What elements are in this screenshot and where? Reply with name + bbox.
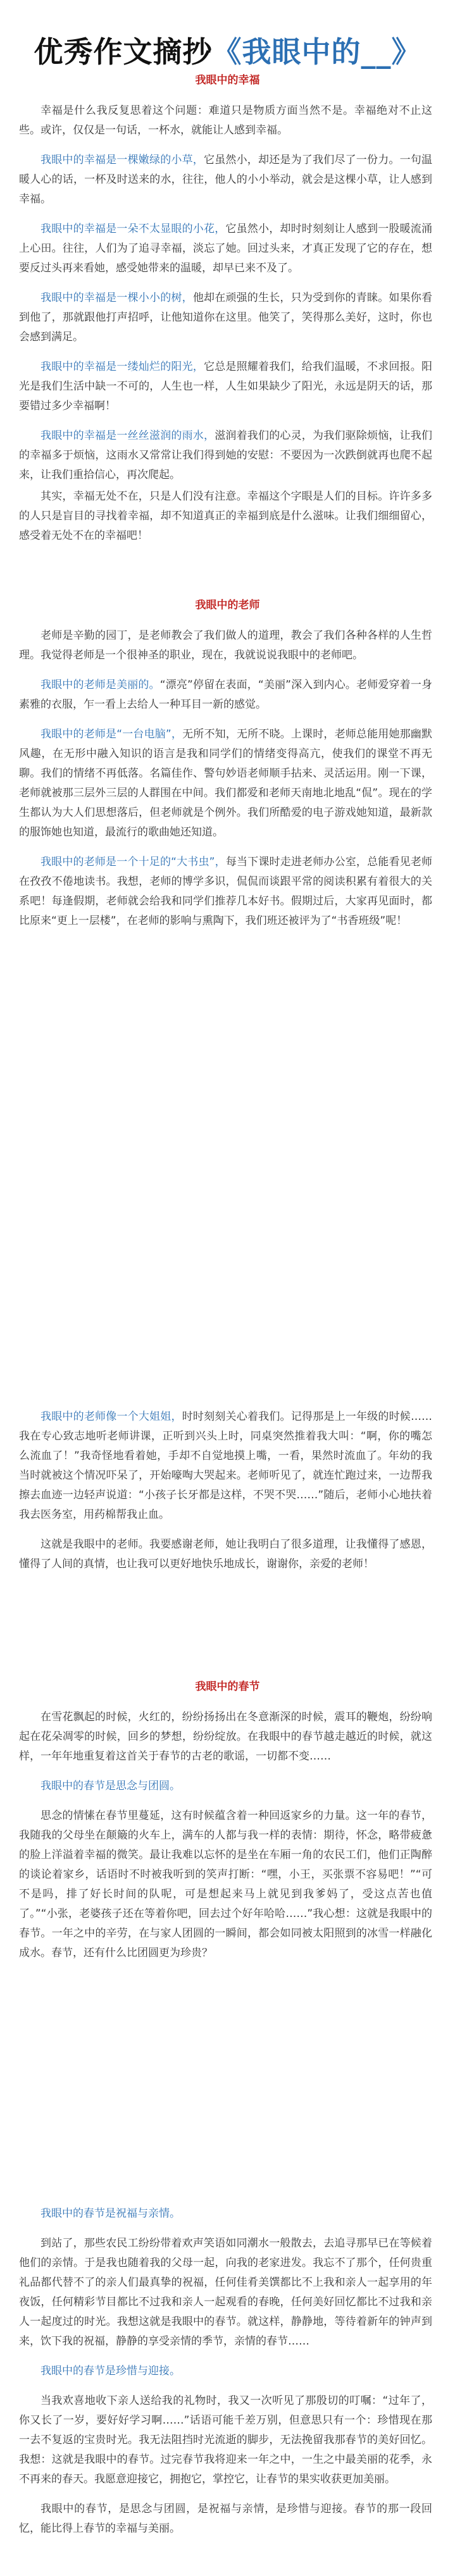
title-accent: 《我眼中的__》 [212,35,421,69]
section-happiness-part1 [0,71,455,485]
highlight-lead: 我眼中的幸福是一缕灿烂的阳光， [41,361,204,373]
title-prefix: 优秀作文摘抄 [34,35,213,69]
highlight-lead: 我眼中的幸福是一棵嫩绿的小草， [41,154,204,166]
paragraph: 我眼中的幸福是一丝丝滋润的雨水，滋润着我们的心灵，为我们驱除烦恼，让我们的幸福多于烦恼，这雨水又常常让我们得到她的安慰：不要因为一次跌倒就再也爬不起来，让我们重拾信心，再次爬起。 [19,429,433,481]
paragraph: 我眼中的幸福是一缕灿烂的阳光，它总是照耀着我们，给我们温暖，不求回报。阳光是我们生活中缺一不可的，人生也一样，人生如果缺少了阳光，永远是阴天的话，那要错过多少幸福啊！ [19,361,432,412]
section-heading: 我眼中的幸福 [195,74,260,87]
paragraph: 我眼中的幸福是一棵嫩绿的小草，它虽然小，却还是为了我们尽了一份力。一句温暖人心的话，一杯及时送来的水，往往，他人的小小举动，就会是这棵小草，让人感到幸福。 [19,154,432,206]
highlight-lead: 我眼中的老师是一个十足的“大书虫”， [41,856,226,868]
section-spring-festival-part1 [0,1677,455,1963]
highlight-lead: 我眼中的老师是美丽的。 [41,679,160,691]
paragraph: 在雪花飘起的时候，火红的，纷纷扬扬出在冬意渐深的时候，震耳的鞭炮，纷纷响起在花朵凋零的时候，回乡的梦想，纷纷绽放。在我眼中的春节越走越近的时候，就这样，一年年地重复着这首关于春节的古老的歌谣，一切都不变…… [19,1711,432,1763]
paragraph: 到站了，那些农民工纷纷带着欢声笑语如同潮水一般散去，去追寻那早已在等候着他们的亲情。于是我也随着我的父母一起，向我的老家进发。我忘不了那个，任何贵重礼品都代替不了的亲人们最真挚的祝福，任何佳肴美馔都比不上我和亲人一起享用的年夜饭，任何精彩节目都比不过我和亲人一起观看的春晚，任何美好回忆都比不过我和亲人一起度过的时光。我想这就是我眼中的春节。就这样，静静地，等待着新年的钟声到来，饮下我的祝福，静静的享受亲情的季节，亲情的春节…… [19,2237,432,2348]
paragraph: 幸福是什么我反复思着这个问题：难道只是物质方面当然不是。幸福绝对不止这些。或许，仅仅是一句话，一杯水，就能让人感到幸福。 [19,104,432,137]
paragraph: 我眼中的幸福是一朵不太显眼的小花，它虽然小，却时时刻刻让人感到一股暖流涌上心田。往往，人们为了追寻幸福，淡忘了她。回过头来，才真正发现了它的存在，想要反过头再来看她，感受她带来的温暖，却早已来不及了。 [19,223,433,274]
paragraph: 当我欢喜地收下亲人送给我的礼物时，我又一次听见了那殷切的叮嘱：“过年了，你又长了一岁，要好好学习啊……”话语可能千差万别，但意思只有一个：珍惜现在那一去不复返的宝贵时光。我无法阻挡时光流逝的脚步，无法挽留我那春节的美好回忆。我想：这就是我眼中的春节。过完春节我将迎来一年之中，一生之中最美丽的花季，永不再来的春天。我愿意迎接它，拥抱它，掌控它，让春节的果实收获更加美丽。 [19,2394,432,2486]
paragraph: 我眼中的老师是一个十足的“大书虫”，每当下课时走进老师办公室，总能看见老师在孜孜不倦地读书。我想，老师的博学多识，侃侃而谈跟平常的阅读积累有着很大的关系吧！每逢假期，老师就会给我和同学们推荐几本好书。假期过后，大家再见面时，都比原来“更上一层楼”，在老师的影响与熏陶下，我们班还被评为了“书香班级”呢！ [19,856,432,927]
highlight-lead: 我眼中的春节是珍惜与迎接。 [41,2365,180,2377]
highlight-lead: 我眼中的幸福是一丝丝滋润的雨水， [41,429,215,442]
paragraph: 其实，幸福无处不在，只是人们没有注意。幸福这个字眼是人们的目标。许许多多的人只是盲目的寻找着幸福，却不知道真正的幸福到底是什么滋味。让我们细细留心，感受着无处不在的幸福吧！ [19,490,432,542]
section-spring-festival-part2 [0,2204,455,2539]
highlight-lead: 我眼中的幸福是一朵不太显眼的小花， [41,223,226,235]
paragraph: 我眼中的老师像一个大姐姐，时时刻刻关心着我们。记得那是上一年级的时候……我在专心致志地听老师讲课，正听到兴头上时，同桌突然推着我大叫：“啊，你的嘴怎么流血了！”我奇怪地看着她，手却不自觉地摸上嘴，一看，果然时流血了。年幼的我当时就被这个情况吓呆了，开始嚎啕大哭起来。老师听见了，就连忙跑过来，一边帮我擦去血迹一边轻声说道：“小孩子长牙都是这样，不哭不哭……”随后，老师小心地扶着我去医务室，用药棉帮我止血。 [19,1410,433,1521]
paragraph [19,1777,432,1796]
paragraph: 我眼中的春节，是思念与团圆，是祝福与亲情，是珍惜与迎接。春节的那一段回忆，能比得上春节的幸福与美丽。 [19,2503,432,2535]
section-happiness-part2 [0,487,455,546]
paragraph [19,2362,432,2381]
paragraph: 我眼中的幸福是一棵小小的树，他却在顽强的生长，只为受到你的青睐。如果你看到他了，那就跟他打声招呼，让他知道你在这里。他笑了，笑得那么美好，这时，你也会感到满足。 [19,292,433,343]
highlight-lead: 我眼中的老师像一个大姐姐， [41,1410,182,1423]
section-heading: 我眼中的老师 [195,599,260,612]
paragraph: 老师是辛勤的园丁，是老师教会了我们做人的道理，教会了我们各种各样的人生哲理。我觉得老师是一个很神圣的职业，现在，我就说说我眼中的老师吧。 [19,629,432,662]
highlight-lead: 我眼中的春节是思念与团圆。 [41,1780,180,1792]
section-teacher-part1 [0,596,455,931]
paragraph: 我眼中的老师是“一台电脑”，无所不知，无所不晓。上课时，老师总能用她那幽默风趣，在无形中融入知识的语言是我和同学们的情绪变得高亢，使我们的课堂不再无聊。我们的情绪不再低落。名篇佳作、警句妙语老师顺手拈来、灵活运用。刚一下课，老师就被那三层外三层的人群围在中间。我们都爱和老师天南地北地乱“侃”。现在的学生都认为大人们思想落后，但老师就是个例外。我们所酷爱的电子游戏她知道，最新款的服饰她也知道，最流行的歌曲她还知道。 [19,728,432,839]
highlight-lead: 我眼中的幸福是一棵小小的树， [41,292,193,304]
page-title [0,0,455,71]
paragraph: 这就是我眼中的老师。我要感谢老师，她让我明白了很多道理，让我懂得了感恩，懂得了人间的真情，也让我可以更好地快乐地成长，谢谢你，亲爱的老师！ [19,1538,432,1570]
section-heading: 我眼中的春节 [195,1680,260,1693]
highlight-lead: 我眼中的春节是祝福与亲情。 [41,2207,180,2220]
section-teacher-part2 [0,1407,455,1574]
paragraph: 思念的情愫在春节里蔓延，这有时候蕴含着一种回返家乡的力量。这一年的春节，我随我的父母坐在颠簸的火车上，满车的人都与我一样的表情：期待，怀念，略带疲惫的脸上洋溢着幸福的微笑。最让我难以忘怀的是坐在车厢一角的农民工们，他们正陶醉的谈论着家乡，话语时不时被我听到的笑声打断：“嘿，小王，买张票不容易吧！”“可不是吗，排了好长时间的队呢，可是想起来马上就见到我爹妈了，受这点苦也值了。”“小张，老婆孩子还在等着你吧，回去过个好年哈哈……”我心想：这就是我眼中的春节。一年之中的辛劳，在与家人团圆的一瞬间，都会如同被太阳照到的冰雪一样融化成水。春节，还有什么比团圆更为珍贵？ [19,1809,432,1959]
paragraph [19,2204,432,2224]
highlight-lead: 我眼中的老师是“一台电脑”， [41,728,183,741]
paragraph: 我眼中的老师是美丽的。“漂亮”停留在表面，“美丽”深入到内心。老师爱穿着一身素雅的衣服，乍一看上去给人一种耳目一新的感觉。 [19,679,432,711]
